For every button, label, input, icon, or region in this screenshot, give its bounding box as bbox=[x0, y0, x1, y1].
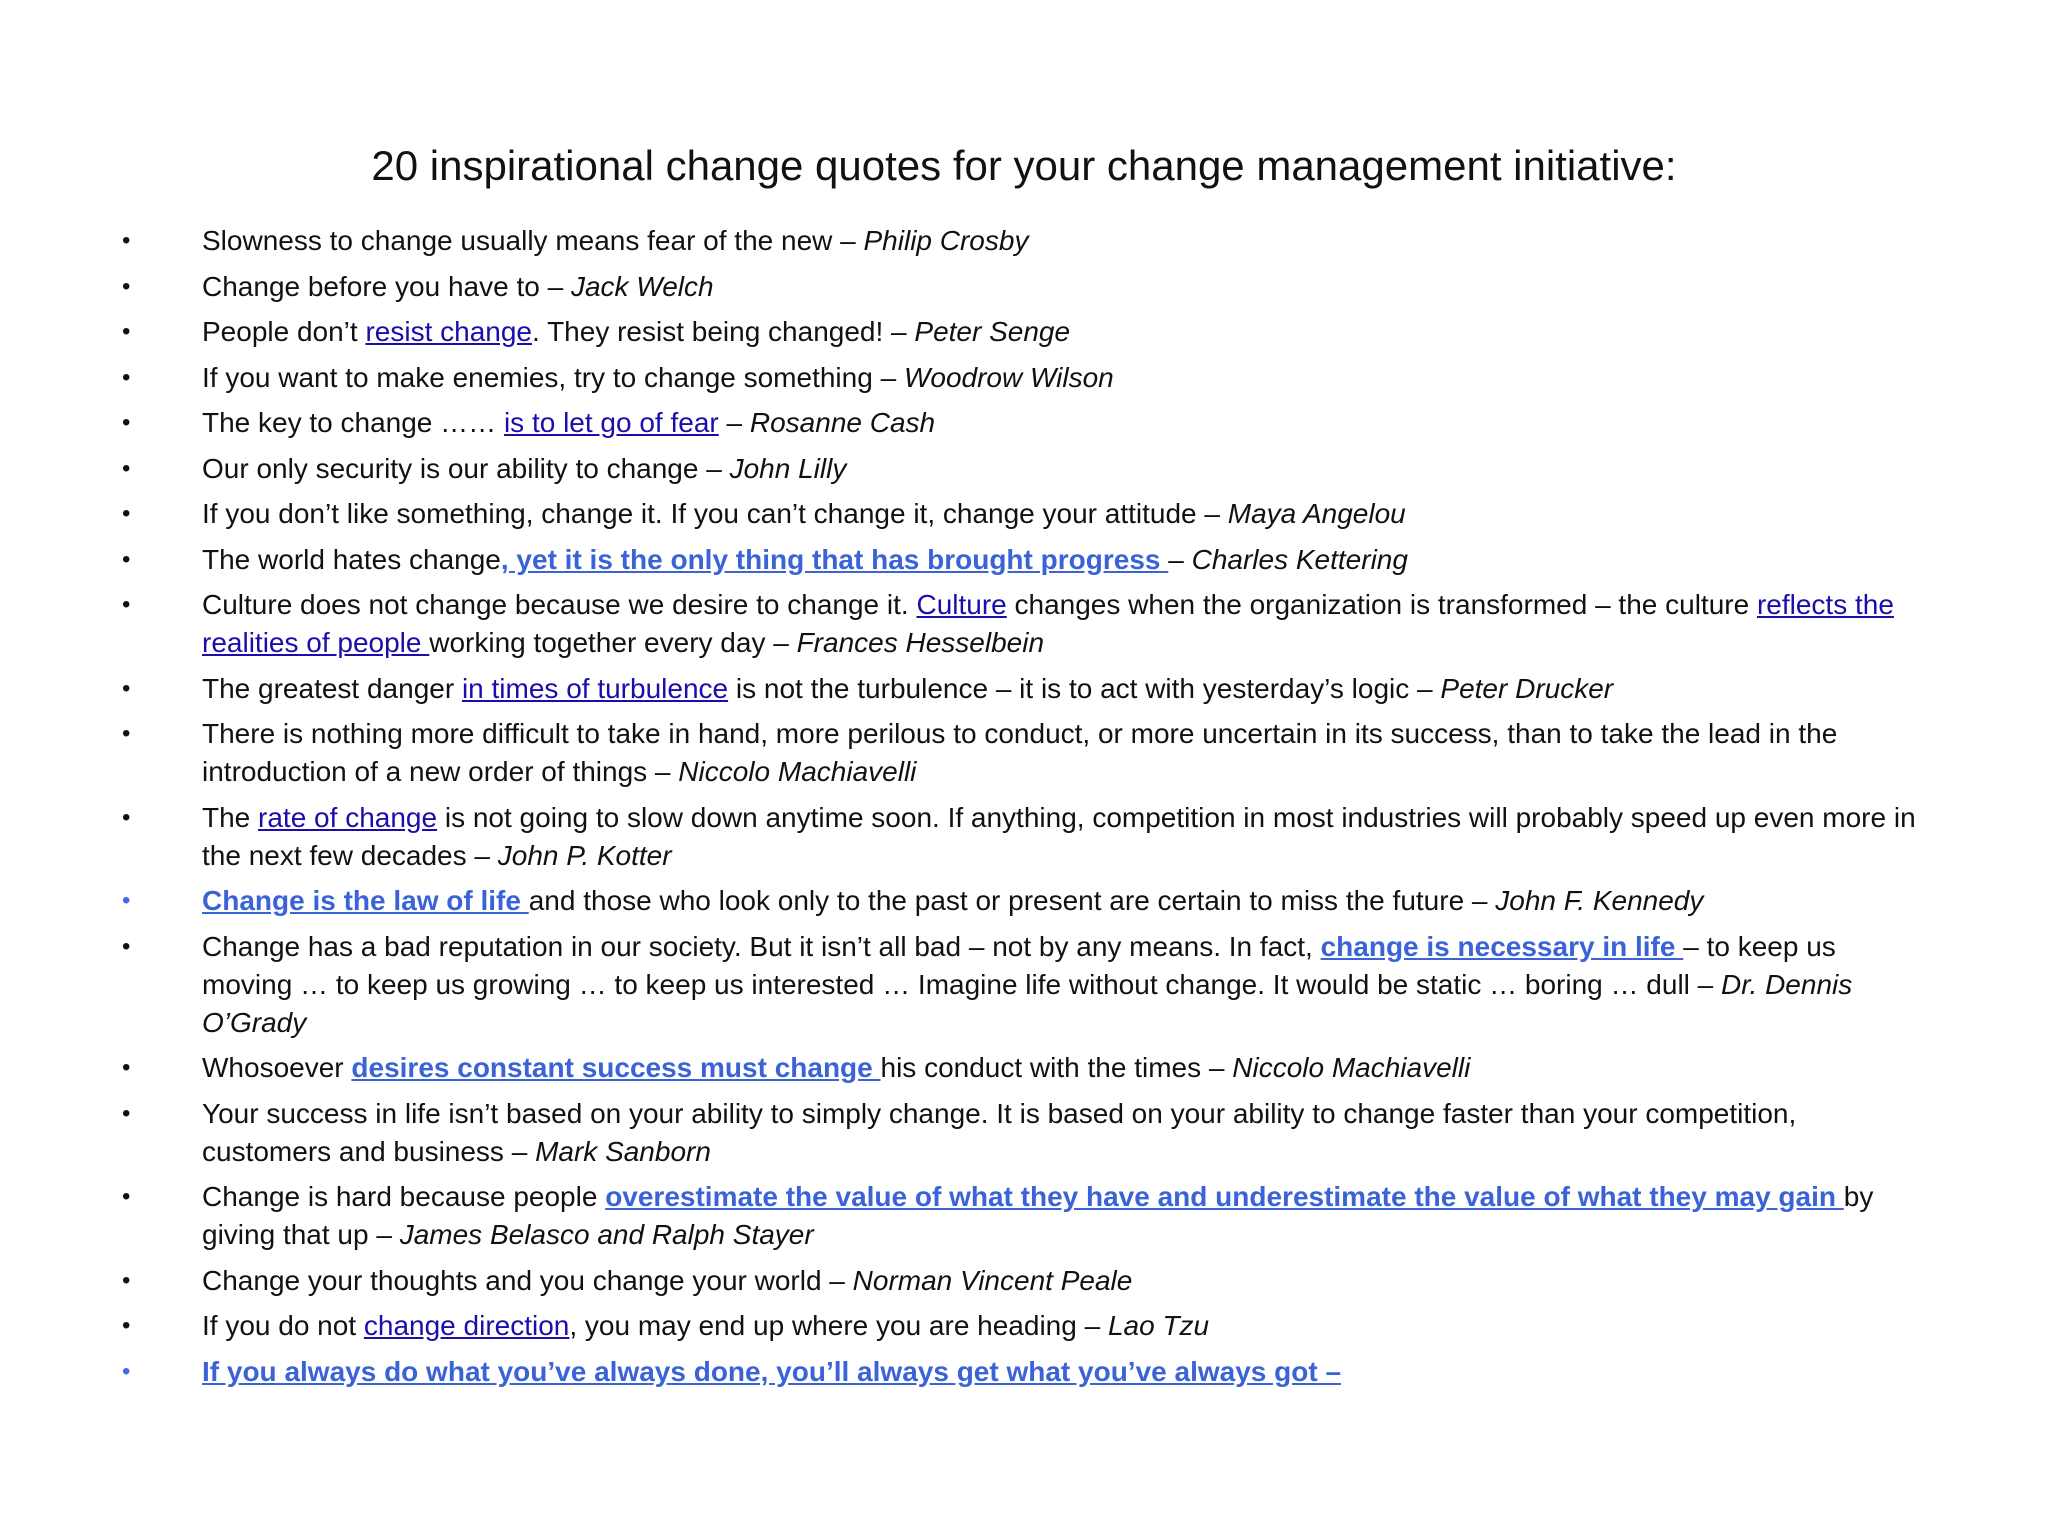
quote-text: Culture does not change because we desire to change it. bbox=[202, 589, 917, 620]
quote-text: Our only security is our ability to change – bbox=[202, 452, 730, 484]
quote-author: Dr. Dennis O’Grady bbox=[202, 968, 1853, 1038]
quote-author: Maya Angelou bbox=[1227, 498, 1406, 529]
quote-text: , you may end up where you are heading – bbox=[569, 1310, 1108, 1341]
quote-item bbox=[118, 1353, 1918, 1391]
quote-author: Charles Kettering bbox=[1191, 543, 1408, 575]
quote-text: Change has a bad reputation in our society. But it isn’t all bad – not by any means. In fact, bbox=[202, 930, 1321, 962]
quote-author: Woodrow Wilson bbox=[903, 361, 1114, 393]
quote-text: changes when the organization is transformed – the culture bbox=[1006, 589, 1757, 620]
quote-text: Your success in life isn’t based on your ability to simply change. It is based on your ability to change faster than your competition, customers and business – bbox=[202, 1097, 1797, 1167]
quote-item bbox=[118, 715, 1918, 791]
quote-item bbox=[118, 313, 1918, 351]
quote-item bbox=[118, 359, 1918, 397]
bullet-icon: • bbox=[122, 803, 131, 831]
bullet-icon: • bbox=[122, 1357, 131, 1385]
quote-link[interactable]: change direction bbox=[363, 1310, 570, 1341]
quote-author: Philip Crosby bbox=[863, 225, 1029, 256]
bullet-icon: • bbox=[122, 720, 131, 747]
quote-text: The key to change …… bbox=[202, 407, 504, 438]
quote-link[interactable]: If you always do what you’ve always done, you’ll always get what you’ve always got – bbox=[202, 1355, 1342, 1387]
bullet-icon: • bbox=[122, 1054, 131, 1081]
bullet-icon: • bbox=[122, 272, 131, 300]
quote-text: Change your thoughts and you change your world – bbox=[202, 1264, 853, 1296]
quote-author: John Lilly bbox=[729, 452, 847, 484]
bullet-icon: • bbox=[122, 1099, 131, 1127]
quote-item bbox=[118, 670, 1918, 708]
quote-link[interactable]: reflects the realities of people bbox=[202, 589, 1894, 658]
bullet-icon: • bbox=[122, 887, 131, 914]
quote-author: Peter Drucker bbox=[1440, 672, 1614, 704]
bullet-icon: • bbox=[122, 932, 131, 960]
quote-item bbox=[118, 1307, 1918, 1345]
bullet-icon: • bbox=[122, 1266, 131, 1294]
quote-text: Slowness to change usually means fear of the new – bbox=[202, 225, 864, 256]
quote-item bbox=[118, 495, 1918, 533]
quote-text: If you do not bbox=[202, 1310, 364, 1341]
quote-link[interactable]: desires constant success must change bbox=[351, 1052, 881, 1083]
bullet-icon: • bbox=[122, 1183, 131, 1210]
bullet-icon: • bbox=[122, 409, 131, 436]
quote-text: If you don’t like something, change it. If you can’t change it, change your attitude – bbox=[202, 498, 1228, 529]
quote-link[interactable]: change is necessary in life bbox=[1320, 930, 1684, 962]
page-title: 20 inspirational change quotes for your change management initiative: bbox=[371, 142, 1677, 189]
bullet-icon: • bbox=[122, 1312, 131, 1339]
quote-text: is not the turbulence – it is to act with yesterday’s logic – bbox=[728, 672, 1441, 704]
quote-link[interactable]: is to let go of fear bbox=[503, 407, 719, 438]
quote-list bbox=[118, 222, 1918, 1398]
bullet-icon: • bbox=[122, 363, 131, 391]
quote-item bbox=[118, 1178, 1918, 1254]
quote-item bbox=[118, 1262, 1918, 1300]
quote-link[interactable]: Culture bbox=[916, 589, 1007, 620]
quote-link[interactable]: in times of turbulence bbox=[461, 672, 729, 704]
quote-item bbox=[118, 882, 1918, 920]
quote-item bbox=[118, 928, 1918, 1042]
quote-item bbox=[118, 586, 1918, 662]
quote-link[interactable]: Change is the law of life bbox=[202, 885, 529, 916]
quote-text: Whosoever bbox=[202, 1052, 352, 1083]
quote-link[interactable]: rate of change bbox=[258, 801, 438, 833]
quote-author: Peter Senge bbox=[914, 316, 1071, 347]
quote-link[interactable]: resist change bbox=[365, 316, 533, 347]
quote-text: – to keep us moving … to keep us growing … to keep us interested … Imagine life without change. It would be static … boring … dull – bbox=[202, 930, 1836, 1000]
quote-author: John F. Kennedy bbox=[1495, 885, 1704, 916]
quote-author: John P. Kotter bbox=[497, 839, 672, 871]
quote-text: The world hates change bbox=[202, 543, 501, 575]
quote-link[interactable]: , yet it is the only thing that has brought progress bbox=[500, 543, 1169, 575]
quote-text: is not going to slow down anytime soon. If anything, competition in most industries will probably speed up even more in the next few decades – bbox=[202, 801, 1916, 871]
quote-text: by giving that up – bbox=[202, 1181, 1874, 1250]
quote-text: and those who look only to the past or present are certain to miss the future – bbox=[528, 885, 1496, 916]
bullet-icon: • bbox=[122, 674, 131, 702]
quote-text: – bbox=[718, 407, 750, 438]
bullet-icon: • bbox=[122, 500, 131, 527]
quote-author: Frances Hesselbein bbox=[796, 627, 1045, 658]
quote-text: – bbox=[1168, 543, 1192, 575]
quote-text: Change is hard because people bbox=[202, 1181, 606, 1212]
quote-item bbox=[118, 541, 1918, 579]
quote-author: Rosanne Cash bbox=[749, 407, 936, 438]
quote-text: People don’t bbox=[202, 316, 366, 347]
quote-text: . They resist being changed! – bbox=[532, 316, 915, 347]
quote-text: There is nothing more difficult to take in hand, more perilous to conduct, or more uncertain in its success, than to take the lead in the introduction of a new order of things – bbox=[202, 718, 1838, 787]
quote-item bbox=[118, 1049, 1918, 1087]
quote-text: The bbox=[202, 801, 259, 833]
bullet-icon: • bbox=[122, 227, 131, 254]
quote-item bbox=[118, 1095, 1918, 1171]
quote-item bbox=[118, 450, 1918, 488]
bullet-icon: • bbox=[122, 454, 131, 482]
quote-link[interactable]: overestimate the value of what they have and underestimate the value of what they may gain bbox=[605, 1181, 1844, 1212]
quote-text: The greatest danger bbox=[202, 672, 462, 704]
bullet-icon: • bbox=[122, 318, 131, 345]
quote-author: Mark Sanborn bbox=[535, 1135, 711, 1167]
quote-author: Norman Vincent Peale bbox=[852, 1264, 1133, 1296]
quote-text: If you want to make enemies, try to change something – bbox=[202, 361, 904, 393]
quote-item bbox=[118, 222, 1918, 260]
quote-author: Jack Welch bbox=[570, 270, 714, 302]
quote-text: working together every day – bbox=[429, 627, 797, 658]
quote-author: Lao Tzu bbox=[1107, 1310, 1210, 1341]
quote-item bbox=[118, 799, 1918, 875]
quote-author: Niccolo Machiavelli bbox=[678, 756, 917, 787]
quote-item bbox=[118, 404, 1918, 442]
bullet-icon: • bbox=[122, 545, 131, 573]
bullet-icon: • bbox=[122, 591, 131, 618]
quote-text: his conduct with the times – bbox=[880, 1052, 1233, 1083]
quote-item bbox=[118, 268, 1918, 306]
quote-author: Niccolo Machiavelli bbox=[1232, 1052, 1471, 1083]
quote-text: Change before you have to – bbox=[202, 270, 571, 302]
quote-author: James Belasco and Ralph Stayer bbox=[399, 1219, 814, 1250]
